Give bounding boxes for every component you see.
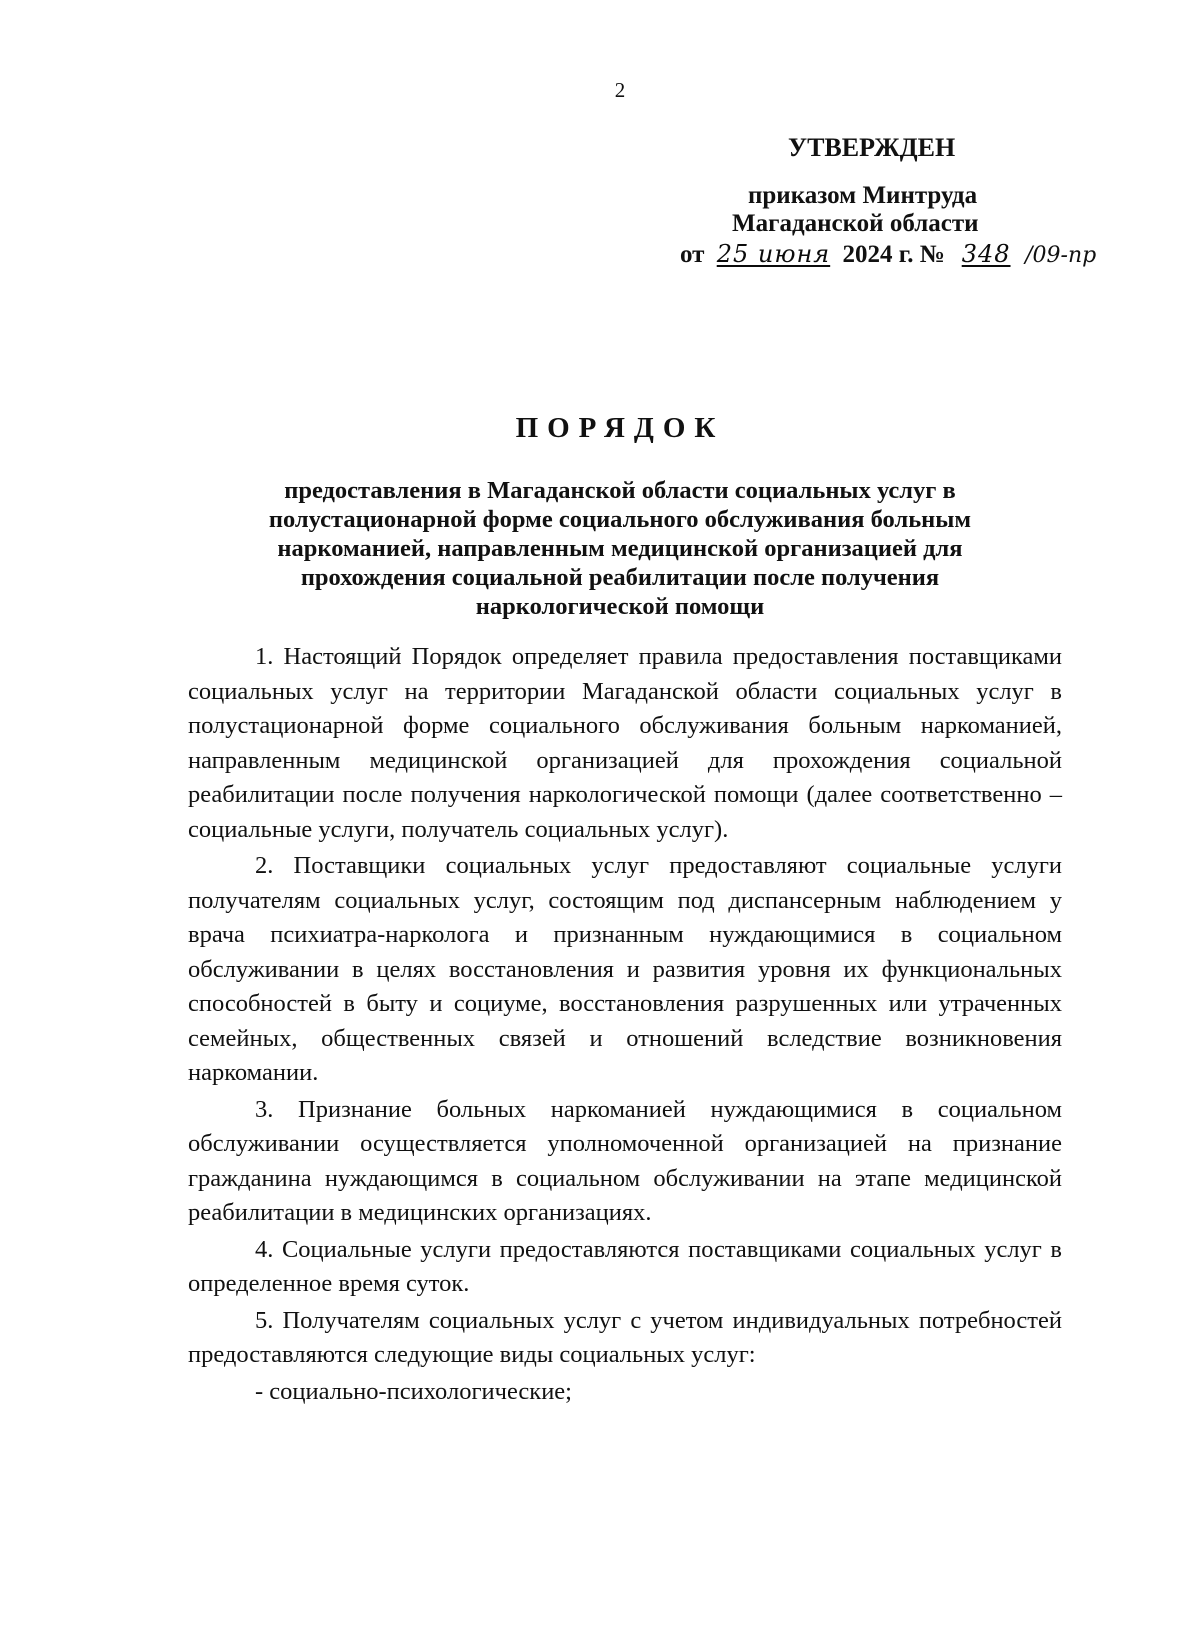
approval-date-line [680,238,1096,272]
approval-region-line: Магаданской области [732,210,979,237]
document-title: ПОРЯДОК [515,412,725,444]
handwritten-order-number: 348 [961,240,1011,268]
list-item-socio-psychological: - социально-психологические; [255,1377,572,1405]
approval-year: 2024 г. № [842,241,945,268]
paragraph-2: 2. Поставщики социальных услуг предоставляют социальные услуги получателям социальных услуг, состоящим под диспансерным наблюдением у врача психиатра-нарколога и признанным нуждающимися в социальном обслуживании в целях восстановления и развития уровня их функциональных способностей в быту и социуме, восстановления разрушенных или утраченных семейных, общественных связей и отношений вследствие возникновения наркомании. [188,852,1062,1086]
page-number: 2 [614,78,626,102]
paragraph-4: 4. Социальные услуги предоставляются поставщиками социальных услуг в определенное время суток. [188,1235,1062,1297]
paragraph-5: 5. Получателям социальных услуг с учетом индивидуальных потребностей предоставляются следующие виды социальных услуг: [188,1306,1062,1368]
handwritten-order-suffix: /09-пр [1025,243,1097,268]
document-subtitle: предоставления в Магаданской области социальных услуг в полустационарной форме социального обслуживания больным наркоманией, направленным медицинской организацией для прохождения социальной реабилитации после получения наркологической помощи [268,477,972,620]
approved-heading: УТВЕРЖДЕН [788,133,956,162]
paragraph-1: 1. Настоящий Порядок определяет правила предоставления поставщиками социальных услуг на территории Магаданской области социальных услуг в полустационарной форме социального обслуживания больным наркоманией, направленным медицинской организацией для прохождения социальной реабилитации после получения наркологической помощи (далее соответственно – социальные услуги, получатель социальных услуг). [188,643,1062,843]
date-prefix: от [680,241,705,268]
handwritten-date: 25 июня [716,240,831,268]
approval-order-line: приказом Минтруда [748,182,978,209]
paragraph-3: 3. Признание больных наркоманией нуждающимися в социальном обслуживании осуществляется уполномоченной организацией на признание гражданина нуждающимся в социальном обслуживании на этапе медицинской реабилитации в медицинских организациях. [188,1095,1062,1226]
document-body [188,640,1062,1411]
